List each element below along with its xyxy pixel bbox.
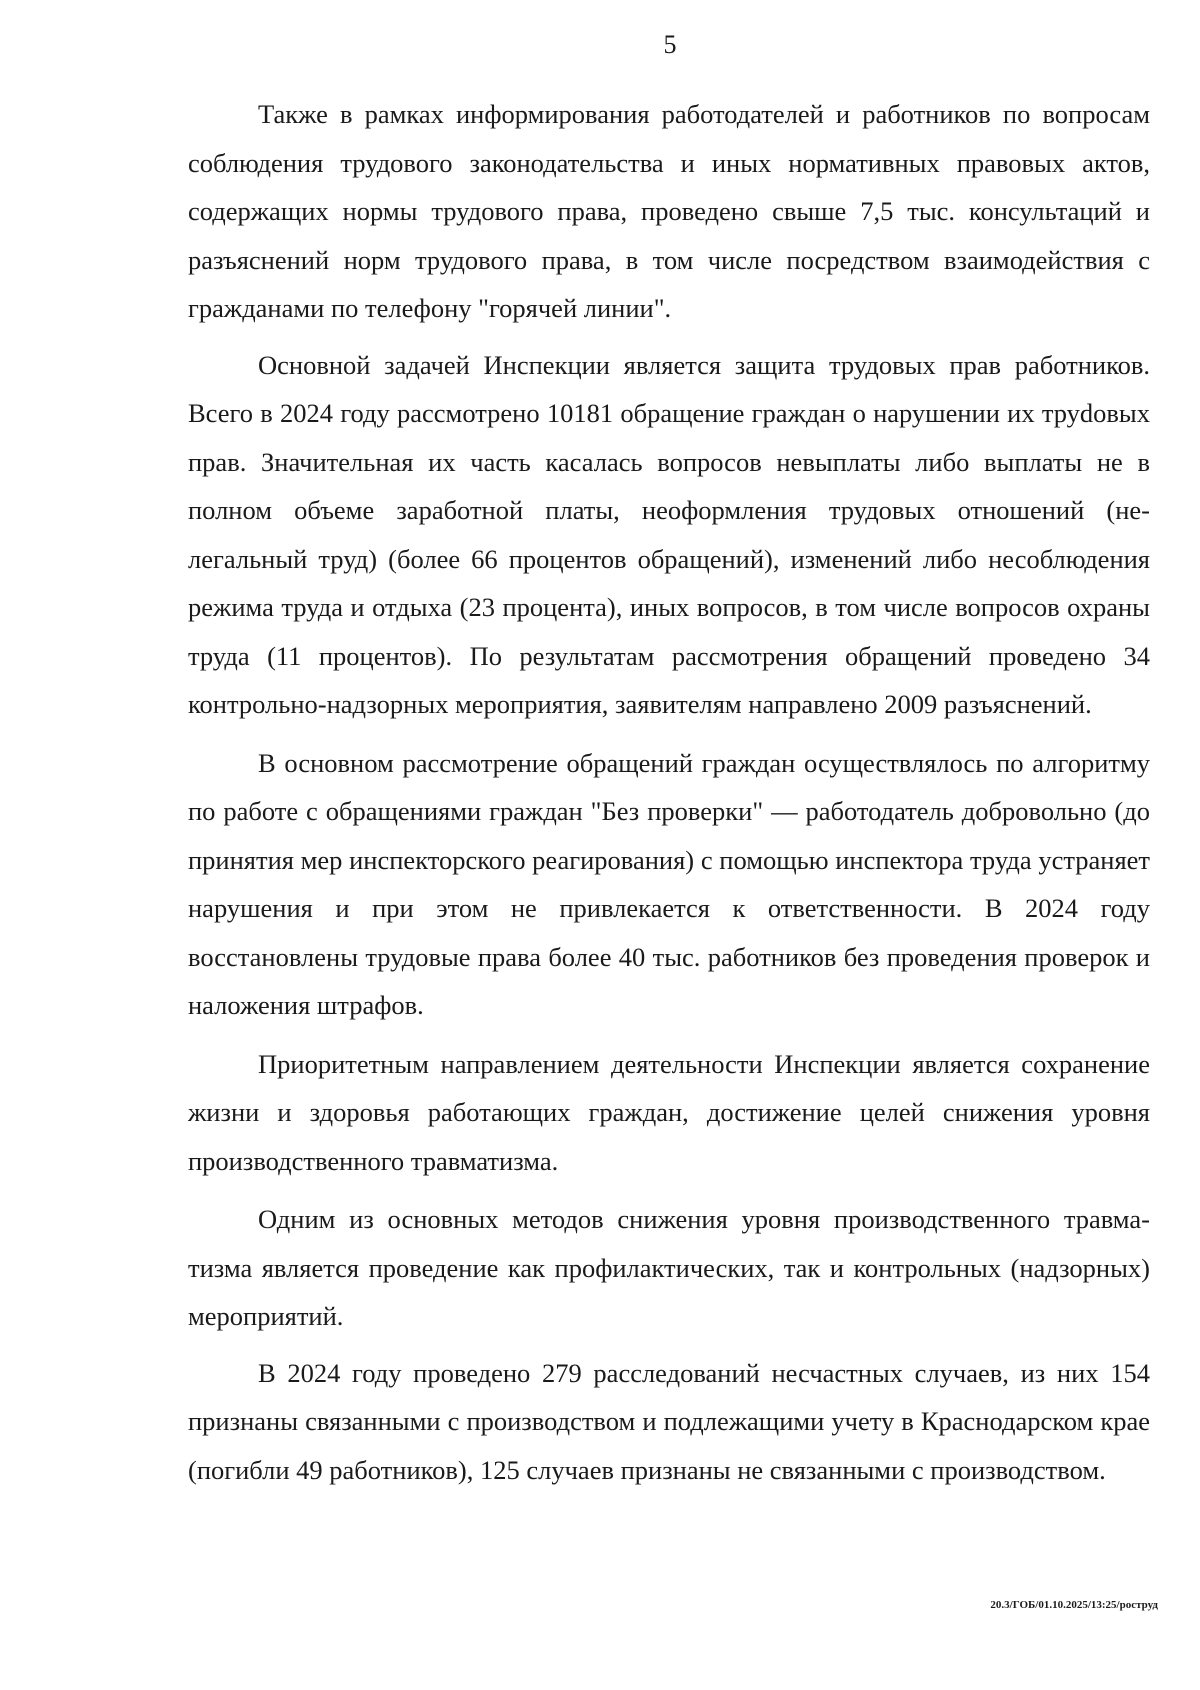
paragraph-priority-direction: Приоритетным направлением деятельности Инспекции является сохранение жизни и здоровья работающих граждан, достижение целей снижения уровня производственного травматизма. — [188, 1048, 1150, 1176]
document-body — [188, 90, 1150, 1494]
paragraph-citizen-appeals: Основной задачей Инспекции является защита трудовых прав работников. Всего в 2024 году рассмотрено 10181 обращение граждан о нарушении их труdовых прав. Значительная их часть касалась вопросов невыплаты либо выплаты не в полном объеме заработной платы, неоформления трудовых отношений (нелегальный труд) (более 66 процентов обращений), изменений либо несоблюдения режима труда и отдыха (23 процента), иных вопросов, в том числе вопросов охраны труда (11 процентов). По результатам рассмотрения обращений проведено 34 контрольно-надзорных мероприятия, заявителям направлено 2009 разъяснений. — [188, 349, 1150, 719]
paragraph-injury-reduction-methods: Одним из основных методов снижения уровня производственного травматизма является проведение как профилактических, так и контрольных (надзорных) мероприятий. — [188, 1204, 1150, 1331]
paragraph-without-inspection: В основном рассмотрение обращений граждан осуществлялось по алгоритму по работе с обращениями граждан "Без проверки" — работодатель добровольно (до принятия мер инспекторского реагирования) с помощью инспектора труда устраняет нарушения и при этом не привлекается к ответственности. В 2024 году восстановлены трудовые права более 40 тыс. работников без проведения проверок и наложения штрафов. — [188, 747, 1150, 1020]
page-number: 5 — [663, 30, 677, 59]
paragraph-consultations: Также в рамках информирования работодателей и работников по вопросам соблюдения трудового законодательства и иных нормативных правовых актов, содержащих нормы трудового права, проведено свыше 7,5 тыс. консультаций и разъяснений норм трудового права, в том числе посредством взаимодействия с гражданами по телефону "горячей линии". — [188, 99, 1150, 323]
paragraph-accident-investigations: В 2024 году проведено 279 расследований несчастных случаев, из них 154 признаны связанными с производством и подлежащими учету в Краснодарском крае (погибли 49 работников), 125 случаев признаны не связанными с производством. — [188, 1357, 1150, 1485]
registration-stamp: 20.3/ГОБ/01.10.2025/13:25/роструд — [990, 1599, 1158, 1611]
